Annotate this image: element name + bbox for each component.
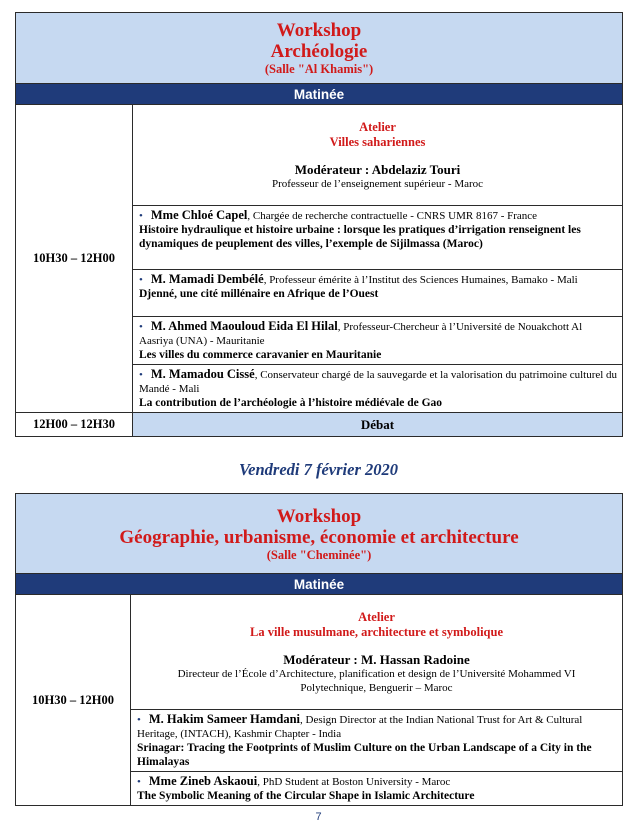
workshop-2-table — [15, 493, 623, 806]
workshop-1-subtitle: Archéologie — [270, 41, 368, 62]
workshop-2-atelier — [131, 595, 623, 710]
workshop-2-talk — [131, 772, 623, 806]
talk-affiliation: , Chargée de recherche contractuelle - CNRS UMR 8167 - France — [247, 210, 538, 222]
workshop-1-debate-time: 12H00 – 12H30 — [16, 413, 133, 437]
workshop-1-debate: Débat — [133, 413, 623, 437]
workshop-2-talk — [131, 710, 623, 772]
workshop-1-header — [16, 13, 623, 84]
talk-title: La contribution de l’archéologie à l’histoire médiévale de Gao — [139, 397, 443, 409]
workshop-1-room: (Salle "Al Khamis") — [264, 62, 374, 76]
bullet-icon: • — [139, 369, 143, 381]
bullet-icon: • — [139, 274, 143, 286]
talk-speaker: M. Ahmed Maouloud Eida El Hilal — [150, 319, 338, 333]
day-heading: Vendredi 7 février 2020 — [238, 460, 399, 479]
workshop-2-subtitle: Géographie, urbanisme, économie et architecture — [119, 526, 519, 548]
workshop-1-session: Matinée — [16, 84, 623, 105]
workshop-1-talk — [133, 317, 623, 365]
workshop-1-talk — [133, 365, 623, 413]
workshop-2-title: Workshop — [276, 505, 362, 527]
workshop-1-talk — [133, 270, 623, 317]
page-number: 7 — [315, 811, 322, 823]
talk-affiliation: , Conservateur chargé de la sauvegarde et la valorisation du patrimoine culturel du Mandé - Mali — [139, 369, 618, 395]
workshop-2-moderator: Modérateur : M. Hassan Radoine — [283, 651, 470, 667]
workshop-2-atelier-theme: La ville musulmane, architecture et symbolique — [250, 624, 503, 639]
bullet-icon: • — [137, 776, 141, 788]
talk-affiliation: , Professeur émérite à l’Institut des Sciences Humaines, Bamako - Mali — [263, 274, 578, 286]
talk-affiliation: , Professeur-Chercheur à l’Université de Nouakchott Al Aasriya (UNA) - Mauritanie — [139, 321, 583, 347]
talk-speaker: Mme Zineb Askaoui — [148, 774, 258, 788]
talk-title: Histoire hydraulique et histoire urbaine : lorsque les pratiques d’irrigation renseignent les dynamiques de peuplement des villes, l’exemple de Sijilmassa (Maroc) — [139, 224, 581, 250]
workshop-2-header — [16, 494, 623, 574]
workshop-1-table — [15, 12, 623, 437]
talk-title: Srinagar: Tracing the Footprints of Muslim Culture on the Urban Landscape of a City in the Himalayas — [137, 742, 592, 768]
talk-speaker: M. Mamadou Cissé — [150, 367, 255, 381]
workshop-1-atelier-theme: Villes sahariennes — [329, 134, 426, 149]
workshop-2-room: (Salle "Cheminée") — [266, 547, 372, 562]
talk-speaker: M. Mamadi Dembélé — [150, 272, 264, 286]
workshop-1-atelier-label: Atelier — [359, 119, 396, 134]
talk-title: Les villes du commerce caravanier en Mauritanie — [139, 349, 382, 361]
talk-affiliation: , PhD Student at Boston University - Maroc — [257, 776, 451, 788]
talk-title: Djenné, une cité millénaire en Afrique de l’Ouest — [139, 288, 379, 300]
workshop-1-moderator-role: Professeur de l’enseignement supérieur - Maroc — [271, 177, 484, 190]
workshop-1-moderator: Modérateur : Abdelaziz Touri — [294, 161, 461, 177]
talk-speaker: M. Hakim Sameer Hamdani — [148, 712, 301, 726]
talk-affiliation: , Design Director at the Indian National Trust for Art & Cultural Heritage, (INTACH), Kashmir Chapter - India — [137, 714, 583, 740]
talk-title: The Symbolic Meaning of the Circular Shape in Islamic Architecture — [137, 790, 475, 802]
workshop-1-talk — [133, 206, 623, 270]
workshop-2-time-slot: 10H30 – 12H00 — [16, 595, 131, 806]
workshop-2-session: Matinée — [16, 574, 623, 595]
workshop-1-atelier — [133, 105, 623, 206]
talk-speaker: Mme Chloé Capel — [150, 208, 248, 222]
workshop-1-title: Workshop — [276, 20, 362, 41]
bullet-icon: • — [139, 210, 143, 222]
workshop-1-time-slot: 10H30 – 12H00 — [16, 105, 133, 413]
workshop-2-moderator-role: Directeur de l’École d’Architecture, planification et design de l’Université Mohammed VI Polytechnique, Benguerir – Maroc — [177, 667, 576, 694]
bullet-icon: • — [139, 321, 143, 333]
bullet-icon: • — [137, 714, 141, 726]
workshop-2-atelier-label: Atelier — [358, 609, 395, 624]
